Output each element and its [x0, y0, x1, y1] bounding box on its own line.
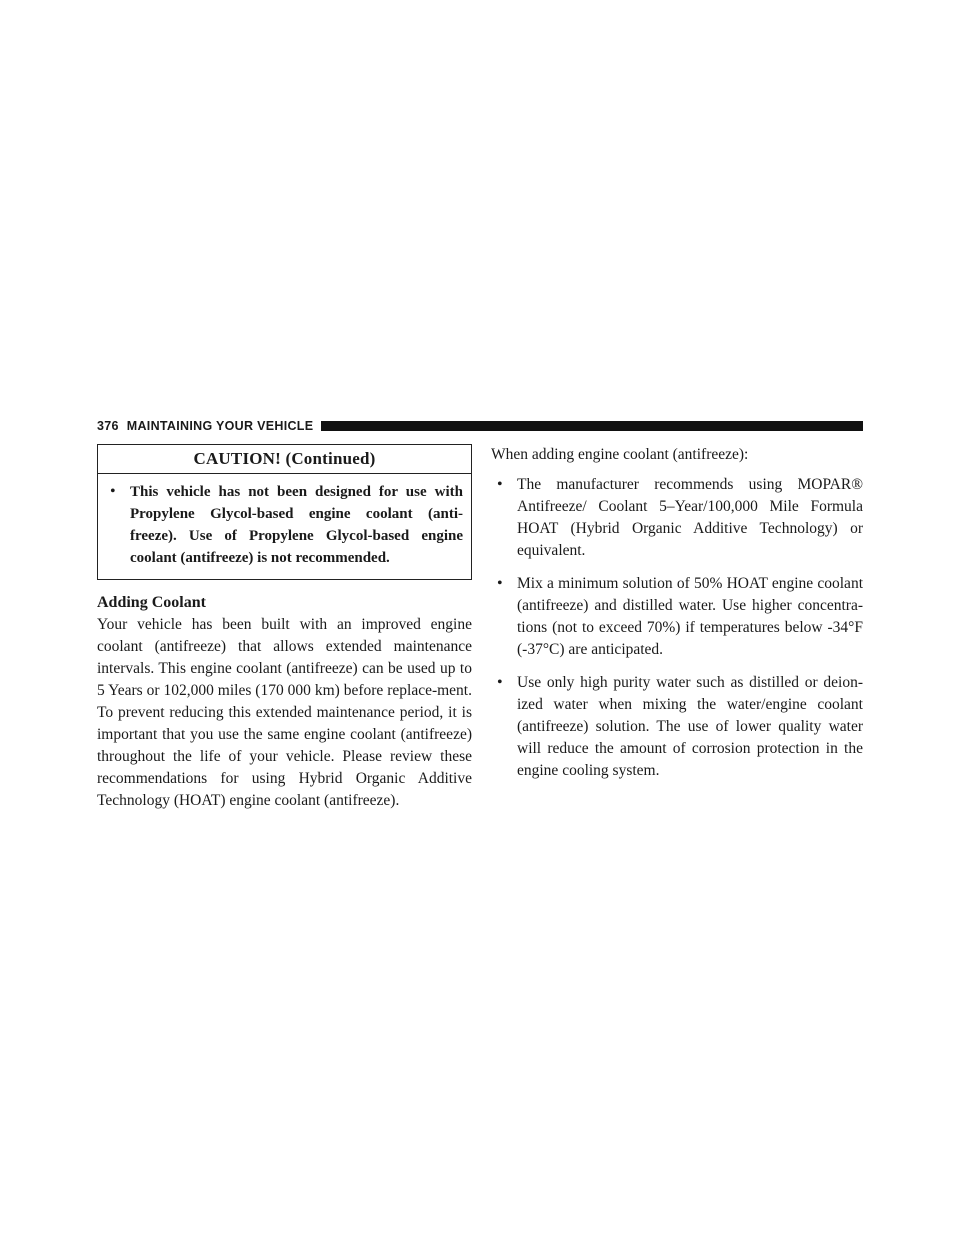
section-heading: Adding Coolant — [97, 594, 206, 611]
list-item — [491, 474, 863, 562]
intro-text: When adding engine coolant (antifreeze): — [491, 446, 749, 463]
list-item-text: Use only high purity water such as distilled or deion-ized water when mixing the water/engine coolant (antifreeze) solution. The use of lower quality water will reduce the amount of corrosion protection in the engine cooling system. — [517, 674, 863, 779]
page-header — [97, 418, 863, 434]
list-item-text: The manufacturer recommends using MOPAR® Antifreeze/ Coolant 5–Year/100,000 Mile Formula HOAT (Hybrid Organic Additive Technology) or equivalent. — [517, 476, 863, 559]
right-column — [491, 444, 863, 793]
header-rule — [321, 421, 863, 431]
caution-text: This vehicle has not been designed for use with Propylene Glycol-based engine coolant (anti-freeze). Use of Propylene Glycol-based engine coolant (antifreeze) is not recommended. — [130, 484, 463, 566]
bullet-icon: • — [497, 575, 503, 592]
bullet-icon: • — [497, 476, 503, 493]
list-item-text: Mix a minimum solution of 50% HOAT engine coolant (antifreeze) and distilled water. Use higher concentra-tions (not to exceed 70%) if temperatures below -34°F (-37°C) are anticipated. — [517, 575, 863, 658]
caution-box — [97, 444, 472, 580]
caution-title: CAUTION! (Continued) — [98, 445, 471, 474]
bullet-list — [491, 474, 863, 782]
bullet-icon: • — [497, 674, 503, 691]
section-title: MAINTAINING YOUR VEHICLE — [126, 419, 314, 433]
page-number: 376 — [97, 419, 119, 433]
left-column — [97, 444, 472, 812]
body-paragraph: Your vehicle has been built with an improved engine coolant (antifreeze) that allows extended maintenance intervals. This engine coolant (antifreeze) can be used up to 5 Years or 102,000 miles (170 000 km) before replace-ment. To prevent reducing this extended maintenance period, it is important that you use the same engine coolant (antifreeze) throughout the life of your vehicle. Please review these recommendations for using Hybrid Organic Additive Technology (HOAT) engine coolant (antifreeze). — [97, 616, 472, 809]
bullet-icon: • — [110, 483, 116, 500]
list-item — [491, 672, 863, 782]
list-item — [491, 573, 863, 661]
caution-body — [98, 474, 471, 579]
